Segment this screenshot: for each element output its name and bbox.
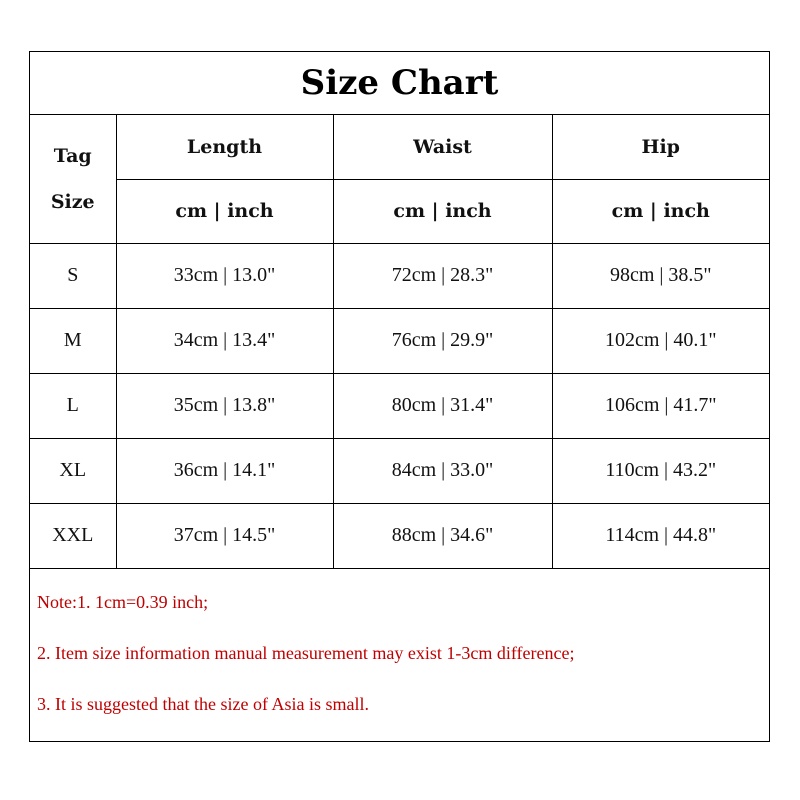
size-cell: XXL [30,503,116,568]
tag-label: Tag [53,144,92,167]
size-cell: M [30,308,116,373]
chart-title: Size Chart [30,52,769,115]
length-header: Length [116,115,333,179]
size-label: Size [50,190,95,213]
size-table [30,115,769,569]
hip-header: Hip [552,115,769,179]
hip-cell: 98cm | 38.5" [552,243,769,308]
size-cell: L [30,373,116,438]
table-row [30,373,769,438]
length-cell: 36cm | 14.1" [116,438,333,503]
length-cell: 35cm | 13.8" [116,373,333,438]
waist-unit: cm | inch [333,179,552,243]
length-cell: 33cm | 13.0" [116,243,333,308]
size-chart-sheet [29,51,770,742]
hip-cell: 110cm | 43.2" [552,438,769,503]
note-line-3: 3. It is suggested that the size of Asia is small. [37,694,369,714]
waist-cell: 72cm | 28.3" [333,243,552,308]
waist-cell: 84cm | 33.0" [333,438,552,503]
hip-cell: 102cm | 40.1" [552,308,769,373]
size-cell: S [30,243,116,308]
table-row [30,308,769,373]
waist-cell: 80cm | 31.4" [333,373,552,438]
waist-cell: 76cm | 29.9" [333,308,552,373]
size-cell: XL [30,438,116,503]
hip-cell: 106cm | 41.7" [552,373,769,438]
tag-size-header [30,115,116,243]
length-cell: 37cm | 14.5" [116,503,333,568]
waist-header: Waist [333,115,552,179]
length-unit: cm | inch [116,179,333,243]
table-row [30,503,769,568]
table-row [30,243,769,308]
waist-cell: 88cm | 34.6" [333,503,552,568]
hip-unit: cm | inch [552,179,769,243]
note-line-2: 2. Item size information manual measurement may exist 1-3cm difference; [37,643,575,663]
hip-cell: 114cm | 44.8" [552,503,769,568]
length-cell: 34cm | 13.4" [116,308,333,373]
note-line-1: Note:1. 1cm=0.39 inch; [37,592,209,612]
table-row [30,438,769,503]
